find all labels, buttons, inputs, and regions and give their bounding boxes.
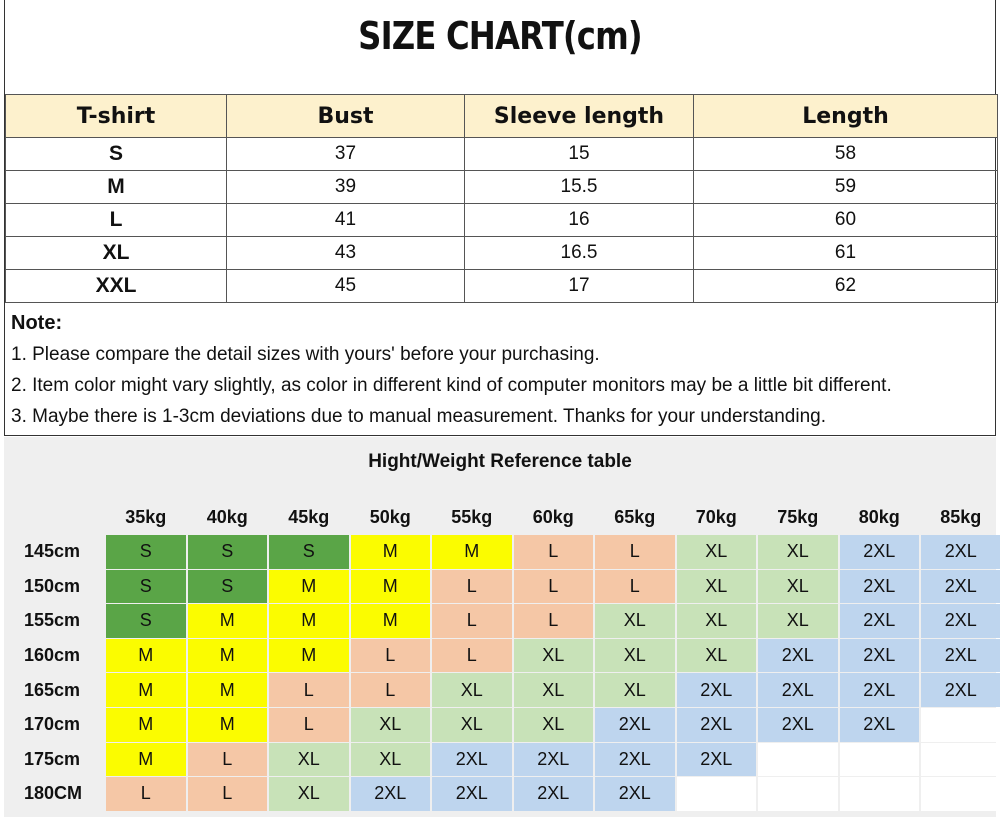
bust-cell: 39 xyxy=(227,171,465,204)
table-row xyxy=(6,270,998,303)
size-cell: L xyxy=(6,204,227,237)
weight-header: 60kg xyxy=(532,506,574,527)
size-recommendation-cell: XL xyxy=(595,639,675,673)
size-recommendation-cell: L xyxy=(514,570,594,604)
size-recommendation-cell: L xyxy=(269,708,349,742)
size-recommendation-cell: 2XL xyxy=(840,673,920,707)
length-cell: 58 xyxy=(694,138,998,171)
height-label: 155cm xyxy=(24,610,81,631)
size-recommendation-cell: S xyxy=(269,535,349,569)
size-recommendation-cell: M xyxy=(351,570,431,604)
weight-header: 70kg xyxy=(695,506,737,527)
size-recommendation-cell: M xyxy=(351,604,431,638)
size-recommendation-cell: XL xyxy=(269,743,349,777)
size-recommendation-cell: 2XL xyxy=(921,570,1000,604)
size-recommendation-cell: M xyxy=(106,743,186,777)
bust-cell: 43 xyxy=(227,237,465,270)
page-title: SIZE CHART(cm) xyxy=(358,14,642,58)
size-recommendation-cell: M xyxy=(106,673,186,707)
size-recommendation-cell: 2XL xyxy=(514,777,594,811)
size-recommendation-cell: 2XL xyxy=(677,743,757,777)
size-recommendation-cell: 2XL xyxy=(595,777,675,811)
size-cell: M xyxy=(6,171,227,204)
empty-cell xyxy=(921,743,1000,777)
note-line: 1. Please compare the detail sizes with yours' before your purchasing. xyxy=(11,344,600,365)
column-header-bust: Bust xyxy=(227,95,465,138)
size-recommendation-cell: L xyxy=(188,777,268,811)
size-recommendation-cell: L xyxy=(595,535,675,569)
table-row xyxy=(14,743,1000,777)
size-table xyxy=(5,94,998,303)
size-recommendation-cell: XL xyxy=(514,639,594,673)
weight-header: 65kg xyxy=(614,506,656,527)
table-row xyxy=(6,171,998,204)
corner-cell xyxy=(14,500,106,534)
size-recommendation-cell: M xyxy=(188,639,268,673)
size-recommendation-cell: 2XL xyxy=(840,570,920,604)
size-cell: S xyxy=(6,138,227,171)
size-recommendation-cell: 2XL xyxy=(840,604,920,638)
table-row xyxy=(14,604,1000,638)
size-recommendation-cell: L xyxy=(269,673,349,707)
size-recommendation-cell: L xyxy=(432,639,512,673)
size-recommendation-cell: 2XL xyxy=(840,708,920,742)
empty-cell xyxy=(840,743,920,777)
size-recommendation-cell: L xyxy=(351,673,431,707)
size-recommendation-cell: L xyxy=(514,604,594,638)
sleeve-length-cell: 16 xyxy=(465,204,694,237)
size-recommendation-cell: 2XL xyxy=(514,743,594,777)
size-recommendation-cell: XL xyxy=(758,570,838,604)
size-recommendation-cell: XL xyxy=(351,743,431,777)
size-recommendation-cell: M xyxy=(188,604,268,638)
reference-table-panel xyxy=(4,437,996,817)
size-recommendation-cell: S xyxy=(106,604,186,638)
table-row xyxy=(6,138,998,171)
size-recommendation-cell: 2XL xyxy=(921,604,1000,638)
size-recommendation-cell: M xyxy=(351,535,431,569)
weight-header: 45kg xyxy=(288,506,330,527)
size-cell: XL xyxy=(6,237,227,270)
empty-cell xyxy=(921,708,1000,742)
size-recommendation-cell: 2XL xyxy=(677,673,757,707)
sleeve-length-cell: 15.5 xyxy=(465,171,694,204)
size-recommendation-cell: 2XL xyxy=(758,639,838,673)
size-recommendation-cell: M xyxy=(269,604,349,638)
height-label: 145cm xyxy=(24,541,81,562)
sleeve-length-cell: 17 xyxy=(465,270,694,303)
size-recommendation-cell: XL xyxy=(677,570,757,604)
size-recommendation-cell: XL xyxy=(758,535,838,569)
size-recommendation-cell: 2XL xyxy=(595,708,675,742)
size-recommendation-cell: 2XL xyxy=(758,673,838,707)
height-label: 160cm xyxy=(24,645,81,666)
size-recommendation-cell: L xyxy=(432,604,512,638)
size-recommendation-cell: 2XL xyxy=(921,639,1000,673)
length-cell: 62 xyxy=(694,270,998,303)
size-cell: XXL xyxy=(6,270,227,303)
size-recommendation-cell: 2XL xyxy=(921,673,1000,707)
empty-cell xyxy=(758,743,838,777)
size-recommendation-cell: 2XL xyxy=(432,743,512,777)
table-row xyxy=(14,708,1000,742)
height-label: 180CM xyxy=(24,783,83,804)
length-cell: 61 xyxy=(694,237,998,270)
size-recommendation-cell: XL xyxy=(677,604,757,638)
bust-cell: 41 xyxy=(227,204,465,237)
bust-cell: 45 xyxy=(227,270,465,303)
size-recommendation-cell: 2XL xyxy=(677,708,757,742)
table-row xyxy=(14,535,1000,569)
weight-header: 35kg xyxy=(125,506,167,527)
size-recommendation-cell: M xyxy=(106,639,186,673)
size-recommendation-cell: XL xyxy=(758,604,838,638)
height-label: 165cm xyxy=(24,679,81,700)
size-recommendation-cell: L xyxy=(514,535,594,569)
size-recommendation-cell: L xyxy=(595,570,675,604)
height-label: 175cm xyxy=(24,748,81,769)
size-recommendation-cell: XL xyxy=(432,708,512,742)
length-cell: 59 xyxy=(694,171,998,204)
table-row xyxy=(14,673,1000,707)
size-recommendation-cell: L xyxy=(432,570,512,604)
size-recommendation-cell: XL xyxy=(595,604,675,638)
size-recommendation-cell: L xyxy=(106,777,186,811)
table-row xyxy=(14,639,1000,673)
size-recommendation-cell: S xyxy=(106,570,186,604)
note-line: 3. Maybe there is 1-3cm deviations due to manual measurement. Thanks for your understanding. xyxy=(11,406,826,427)
empty-cell xyxy=(921,777,1000,811)
empty-cell xyxy=(758,777,838,811)
size-recommendation-cell: XL xyxy=(269,777,349,811)
bust-cell: 37 xyxy=(227,138,465,171)
size-recommendation-cell: M xyxy=(106,708,186,742)
table-row xyxy=(14,570,1000,604)
size-recommendation-cell: S xyxy=(106,535,186,569)
weight-header: 40kg xyxy=(206,506,248,527)
size-recommendation-cell: M xyxy=(432,535,512,569)
size-recommendation-cell: S xyxy=(188,570,268,604)
size-recommendation-cell: XL xyxy=(595,673,675,707)
length-cell: 60 xyxy=(694,204,998,237)
table-row xyxy=(6,237,998,270)
size-recommendation-cell: XL xyxy=(514,673,594,707)
table-row xyxy=(6,204,998,237)
height-label: 170cm xyxy=(24,714,81,735)
empty-cell xyxy=(840,777,920,811)
size-recommendation-cell: L xyxy=(351,639,431,673)
size-recommendation-cell: 2XL xyxy=(840,639,920,673)
size-table-header xyxy=(6,95,998,138)
size-recommendation-cell: 2XL xyxy=(758,708,838,742)
size-recommendation-cell: XL xyxy=(432,673,512,707)
weight-header: 85kg xyxy=(940,506,982,527)
size-recommendation-cell: M xyxy=(269,639,349,673)
weight-header-row xyxy=(14,500,1000,534)
weight-header: 55kg xyxy=(451,506,493,527)
sleeve-length-cell: 15 xyxy=(465,138,694,171)
notes xyxy=(11,308,993,432)
size-recommendation-cell: M xyxy=(188,708,268,742)
weight-header: 80kg xyxy=(858,506,900,527)
note-line: 2. Item color might vary slightly, as color in different kind of computer monitors may be a little bit different. xyxy=(11,375,892,396)
size-recommendation-cell: 2XL xyxy=(595,743,675,777)
size-recommendation-cell: M xyxy=(269,570,349,604)
size-recommendation-cell: L xyxy=(188,743,268,777)
size-recommendation-cell: XL xyxy=(351,708,431,742)
weight-header: 50kg xyxy=(369,506,411,527)
reference-title: Hight/Weight Reference table xyxy=(368,451,632,472)
size-recommendation-cell: XL xyxy=(514,708,594,742)
weight-header: 75kg xyxy=(777,506,819,527)
sleeve-length-cell: 16.5 xyxy=(465,237,694,270)
size-recommendation-cell: 2XL xyxy=(921,535,1000,569)
column-header-length: Length xyxy=(694,95,998,138)
size-chart-panel xyxy=(4,0,996,436)
size-recommendation-cell: 2XL xyxy=(840,535,920,569)
size-recommendation-cell: 2XL xyxy=(351,777,431,811)
column-header-sleeve-length: Sleeve length xyxy=(465,95,694,138)
reference-grid xyxy=(14,500,1000,812)
table-row xyxy=(14,777,1000,811)
column-header-tshirt: T-shirt xyxy=(6,95,227,138)
height-label: 150cm xyxy=(24,575,81,596)
size-recommendation-cell: M xyxy=(188,673,268,707)
empty-cell xyxy=(677,777,757,811)
size-recommendation-cell: 2XL xyxy=(432,777,512,811)
size-recommendation-cell: XL xyxy=(677,639,757,673)
size-recommendation-cell: S xyxy=(188,535,268,569)
size-recommendation-cell: XL xyxy=(677,535,757,569)
notes-title: Note: xyxy=(11,312,63,334)
